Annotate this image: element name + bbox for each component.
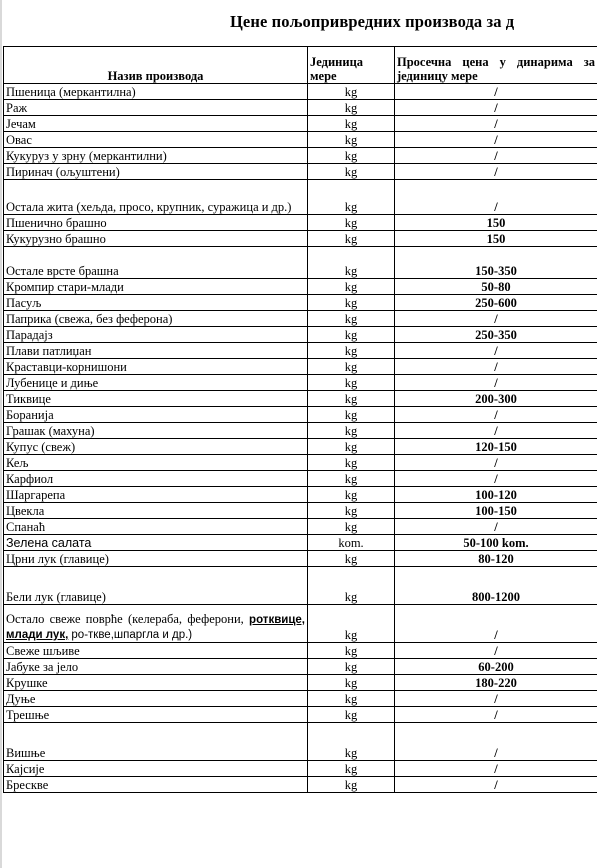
product-price: 50-100 kom.: [395, 535, 597, 551]
product-name: Овас: [4, 132, 308, 148]
product-unit: kg: [308, 116, 395, 132]
table-row: [4, 723, 597, 761]
table-row: [4, 295, 597, 311]
product-name: Боранија: [4, 407, 308, 423]
product-name: Крушке: [4, 675, 308, 691]
sheet-left-edge: [0, 0, 2, 868]
product-price: /: [395, 375, 597, 391]
product-price: /: [395, 519, 597, 535]
product-price: 150: [395, 231, 597, 247]
product-unit: kg: [308, 675, 395, 691]
product-price: /: [395, 148, 597, 164]
product-name: Дуње: [4, 691, 308, 707]
table-row: [4, 279, 597, 295]
product-unit: kg: [308, 503, 395, 519]
product-unit: kg: [308, 375, 395, 391]
product-price: 800-1200: [395, 567, 597, 605]
product-unit: kom.: [308, 535, 395, 551]
product-unit: kg: [308, 455, 395, 471]
product-name: Цвекла: [4, 503, 308, 519]
product-price: /: [395, 180, 597, 215]
product-unit: kg: [308, 180, 395, 215]
product-unit: kg: [308, 659, 395, 675]
product-name: [4, 605, 308, 643]
table-row: [4, 148, 597, 164]
product-price: 80-120: [395, 551, 597, 567]
product-name: Јабуке за јело: [4, 659, 308, 675]
table-row: [4, 777, 597, 793]
product-name: Кукуруз у зрну (меркантилни): [4, 148, 308, 164]
product-price: /: [395, 423, 597, 439]
product-price: /: [395, 343, 597, 359]
product-price: 60-200: [395, 659, 597, 675]
product-price: /: [395, 132, 597, 148]
product-unit: kg: [308, 439, 395, 455]
product-unit: kg: [308, 327, 395, 343]
product-name: Спанаћ: [4, 519, 308, 535]
product-price: /: [395, 84, 597, 100]
product-name: Пшенично брашно: [4, 215, 308, 231]
product-name: Свеже шљиве: [4, 643, 308, 659]
product-unit: kg: [308, 423, 395, 439]
product-name: Пиринач (ољуштени): [4, 164, 308, 180]
header-unit: Јединица мере: [308, 47, 395, 84]
table-row: [4, 343, 597, 359]
table-row: [4, 675, 597, 691]
table-row: [4, 659, 597, 675]
product-price: 100-150: [395, 503, 597, 519]
product-name: Кајсије: [4, 761, 308, 777]
product-price: /: [395, 777, 597, 793]
table-row: [4, 535, 597, 551]
table-row: [4, 519, 597, 535]
product-price: 150: [395, 215, 597, 231]
product-name: Зелена салата: [4, 535, 308, 551]
table-row: [4, 391, 597, 407]
product-name: Кукурузно брашно: [4, 231, 308, 247]
product-name: Пшеница (меркантилна): [4, 84, 308, 100]
table-row: [4, 551, 597, 567]
price-table: [3, 46, 597, 793]
product-price: /: [395, 643, 597, 659]
table-row: [4, 707, 597, 723]
product-name: Црни лук (главице): [4, 551, 308, 567]
product-price: /: [395, 723, 597, 761]
table-row: [4, 761, 597, 777]
product-name: Вишње: [4, 723, 308, 761]
product-unit: kg: [308, 359, 395, 375]
table-row: [4, 455, 597, 471]
product-price: 120-150: [395, 439, 597, 455]
header-product-name: Назив производа: [4, 47, 308, 84]
product-name: Тиквице: [4, 391, 308, 407]
product-name: Краставци-корнишони: [4, 359, 308, 375]
product-price: 250-350: [395, 327, 597, 343]
table-row: [4, 180, 597, 215]
table-row: [4, 247, 597, 279]
product-price: /: [395, 707, 597, 723]
table-row: [4, 116, 597, 132]
product-unit: kg: [308, 132, 395, 148]
product-unit: kg: [308, 707, 395, 723]
product-unit: kg: [308, 295, 395, 311]
product-unit: kg: [308, 691, 395, 707]
product-price: /: [395, 407, 597, 423]
product-name: Остала жита (хељда, просо, крупник, суражица и др.): [4, 180, 308, 215]
table-row: [4, 643, 597, 659]
product-name-part: Остало свеже поврће (келераба, феферони,: [6, 612, 244, 626]
product-name: Парадајз: [4, 327, 308, 343]
product-unit: kg: [308, 761, 395, 777]
table-row: [4, 471, 597, 487]
table-row: [4, 231, 597, 247]
table-row: [4, 439, 597, 455]
product-unit: kg: [308, 551, 395, 567]
product-unit: kg: [308, 311, 395, 327]
product-unit: kg: [308, 164, 395, 180]
header-average-price: Просечна цена у динарима за јединицу мере: [395, 47, 597, 84]
product-price: /: [395, 311, 597, 327]
product-unit: kg: [308, 605, 395, 643]
product-unit: kg: [308, 567, 395, 605]
product-name: Грашак (махуна): [4, 423, 308, 439]
product-unit: kg: [308, 391, 395, 407]
product-name-part: ро-ткве,шпаргла и др.): [71, 629, 193, 641]
table-row: [4, 311, 597, 327]
product-price: 180-220: [395, 675, 597, 691]
product-price: 150-350: [395, 247, 597, 279]
product-name: Брескве: [4, 777, 308, 793]
table-row: [4, 84, 597, 100]
product-name: Остале врсте брашна: [4, 247, 308, 279]
product-unit: kg: [308, 231, 395, 247]
product-unit: kg: [308, 723, 395, 761]
product-unit: kg: [308, 148, 395, 164]
table-row: [4, 503, 597, 519]
product-unit: kg: [308, 84, 395, 100]
product-name: Шаргарепа: [4, 487, 308, 503]
product-name: Кромпир стари-млади: [4, 279, 308, 295]
product-unit: kg: [308, 643, 395, 659]
table-row: [4, 375, 597, 391]
product-unit: kg: [308, 343, 395, 359]
product-price: /: [395, 471, 597, 487]
product-price: 250-600: [395, 295, 597, 311]
product-name: Јечам: [4, 116, 308, 132]
product-price: /: [395, 455, 597, 471]
table-row: [4, 215, 597, 231]
table-row: [4, 132, 597, 148]
table-header-row: [4, 47, 597, 84]
product-unit: kg: [308, 100, 395, 116]
product-price: /: [395, 761, 597, 777]
table-row: [4, 359, 597, 375]
product-price: 50-80: [395, 279, 597, 295]
product-unit: kg: [308, 471, 395, 487]
table-row: [4, 164, 597, 180]
product-name: Трешње: [4, 707, 308, 723]
table-row: [4, 567, 597, 605]
product-unit: kg: [308, 407, 395, 423]
product-price: /: [395, 359, 597, 375]
product-unit: kg: [308, 247, 395, 279]
table-row: [4, 605, 597, 643]
table-row: [4, 100, 597, 116]
product-name: Раж: [4, 100, 308, 116]
product-unit: kg: [308, 777, 395, 793]
product-name: Лубенице и диње: [4, 375, 308, 391]
product-name: Купус (свеж): [4, 439, 308, 455]
product-price: /: [395, 116, 597, 132]
product-price: 200-300: [395, 391, 597, 407]
product-unit: kg: [308, 487, 395, 503]
table-row: [4, 423, 597, 439]
table-row: [4, 691, 597, 707]
product-name: Бели лук (главице): [4, 567, 308, 605]
product-name: Пасуљ: [4, 295, 308, 311]
product-price: 100-120: [395, 487, 597, 503]
product-name: Кељ: [4, 455, 308, 471]
table-row: [4, 487, 597, 503]
table-row: [4, 327, 597, 343]
product-price: /: [395, 605, 597, 643]
product-unit: kg: [308, 519, 395, 535]
product-price: /: [395, 100, 597, 116]
product-unit: kg: [308, 279, 395, 295]
product-unit: kg: [308, 215, 395, 231]
product-name: Плави патлиџан: [4, 343, 308, 359]
product-name-highlight: ротквице, млади лук,: [6, 614, 305, 641]
product-name: Паприка (свежа, без феферона): [4, 311, 308, 327]
product-name: Карфиол: [4, 471, 308, 487]
page-title: Цене пољопривредних производа за д: [230, 12, 515, 31]
product-price: /: [395, 691, 597, 707]
table-row: [4, 407, 597, 423]
product-price: /: [395, 164, 597, 180]
